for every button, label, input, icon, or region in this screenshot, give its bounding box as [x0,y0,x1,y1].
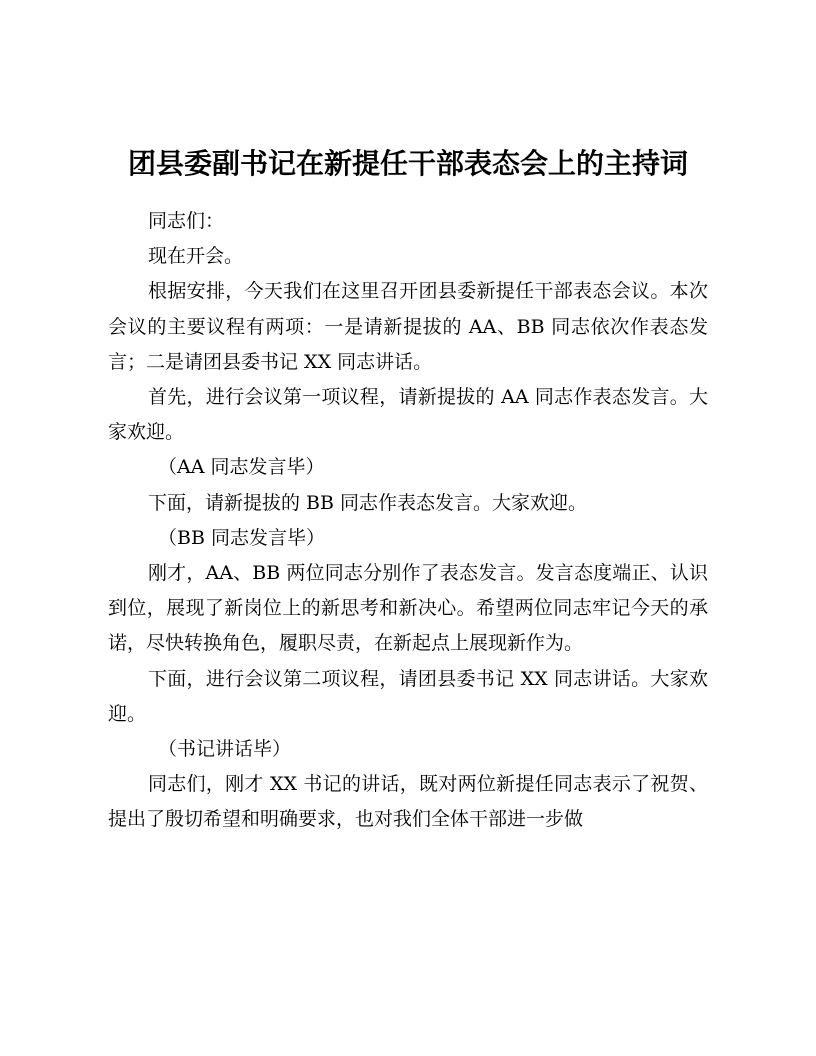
paragraph-speech-done: （书记讲话毕） [158,738,292,761]
paragraph-closing: 同志们，刚才 XX 书记的讲话，既对两位新提任同志表示了祝贺、提出了殷切希望和明确要求，也对我们全体干部进一步做 [108,773,708,831]
paragraph-bb-done: （BB 同志发言毕） [158,526,325,549]
document-body [108,204,708,838]
paragraph-second-item: 下面，进行会议第二项议程，请团县委书记 XX 同志讲话。大家欢迎。 [108,667,708,725]
paragraph-summary: 刚才，AA、BB 两位同志分别作了表态发言。发言态度端正、认识到位，展现了新岗位上的新思考和新决心。希望两位同志牢记今天的承诺，尽快转换角色，履职尽责，在新起点上展现新作为。 [108,562,708,655]
paragraph-opening: 现在开会。 [148,245,244,268]
paragraph-greeting: 同志们： [148,210,225,232]
paragraph-aa-done: （AA 同志发言毕） [158,456,325,479]
paragraph-first-item: 首先，进行会议第一项议程，请新提拔的 AA 同志作表态发言。大家欢迎。 [108,386,708,444]
document-title: 团县委副书记在新提任干部表态会上的主持词 [127,147,688,180]
paragraph-bb-invite: 下面，请新提拔的 BB 同志作表态发言。大家欢迎。 [148,491,588,514]
paragraph-agenda: 根据安排，今天我们在这里召开团县委新提任干部表态会议。本次会议的主要议程有两项：一是请新提拔的 AA、BB 同志依次作表态发言；二是请团县委书记 XX 同志讲话。 [108,280,708,373]
